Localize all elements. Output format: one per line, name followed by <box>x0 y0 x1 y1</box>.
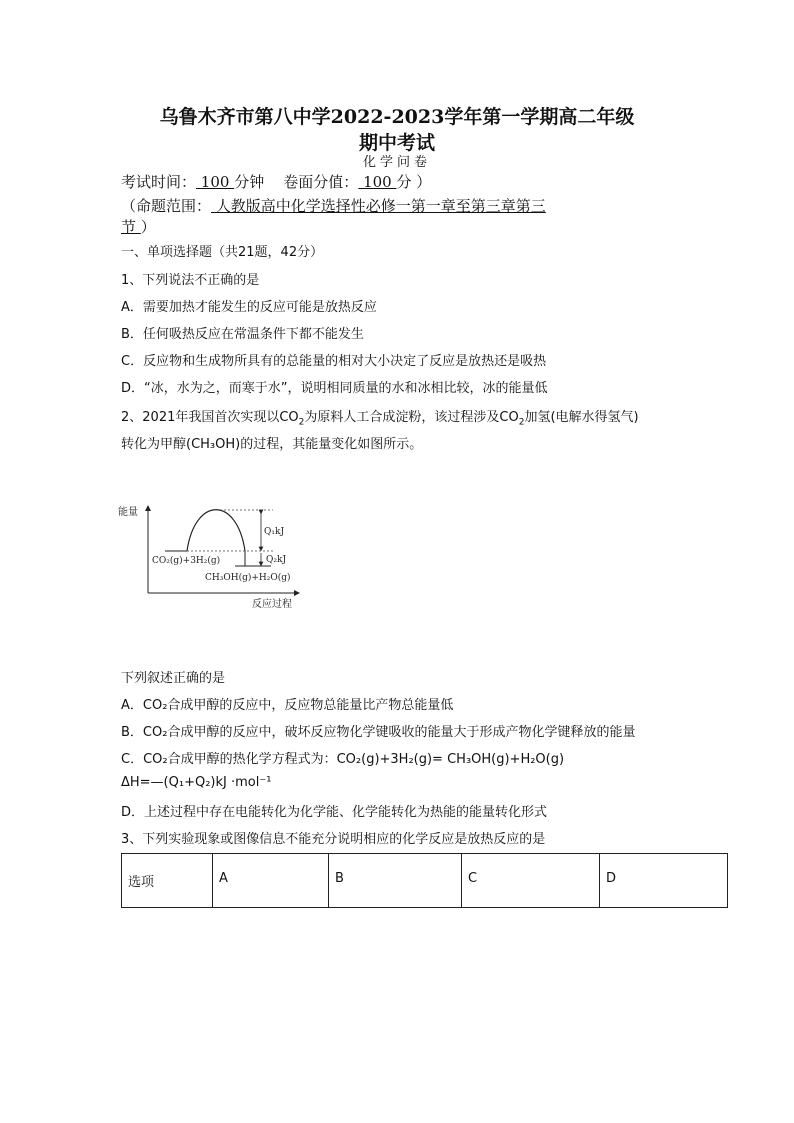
range-open: （命题范围： <box>121 197 212 215</box>
range-value-1: 人教版高中化学选择性必修一第一章至第三章第三 <box>211 197 546 215</box>
q1-option-c: C．反应物和生成物所具有的总能量的相对大小决定了反应是放热还是吸热 <box>121 354 547 369</box>
time-unit: 分钟 <box>234 173 265 191</box>
q2-option-a: A．CO₂合成甲醇的反应中，反应物总能量比产物总能量低 <box>121 698 454 713</box>
q2-label: Q₂kJ <box>266 555 287 565</box>
q2-option-c-delta-h: ΔH=—(Q₁+Q₂)kJ ·mol⁻¹ <box>121 775 272 790</box>
exam-time-score <box>121 171 431 192</box>
q2-prompt: 下列叙述正确的是 <box>121 671 226 686</box>
products-label: CH₃OH(g)+H₂O(g) <box>205 573 291 583</box>
score-unit: 分 ） <box>396 173 432 191</box>
table-header-cell: A <box>213 854 329 908</box>
table-header-cell: C <box>462 854 600 908</box>
y-axis-label: 能量 <box>118 507 138 518</box>
q2-stem-line2: 转化为甲醇(CH₃OH)的过程，其能量变化如图所示。 <box>121 437 423 452</box>
q2-stem-part2: 为原料人工合成淀粉，该过程涉及CO <box>304 410 519 425</box>
q3-options-table <box>121 853 728 908</box>
q2-stem-line1: 2、2021年我国首次实现以$CO_2$为原料人工合成淀粉，该过程涉及$CO_2$加氢(电解水得氢气) <box>121 410 639 428</box>
table-header-cell: 选项 <box>122 854 213 908</box>
q2-stem-part1: 2、2021年我国首次实现以CO <box>121 410 299 425</box>
exam-range-cont <box>121 216 156 237</box>
reactants-label: CO₂(g)+3H₂(g) <box>152 556 221 566</box>
time-label: 考试时间： <box>121 173 197 191</box>
q1-option-a: A．需要加热才能发生的反应可能是放热反应 <box>121 300 377 315</box>
time-value: 100 <box>196 173 235 191</box>
table-header-cell: B <box>329 854 462 908</box>
exam-range <box>121 195 546 216</box>
energy-diagram <box>115 500 305 615</box>
score-value: 100 <box>358 173 397 191</box>
q3-stem: 3、下列实验现象或图像信息不能充分说明相应的化学反应是放热反应的是 <box>121 832 546 847</box>
paper-subtitle: 化学问卷 <box>362 155 431 170</box>
q1-stem: 1、下列说法不正确的是 <box>121 273 260 288</box>
q1-label: Q₁kJ <box>264 527 285 537</box>
table-header-cell: D <box>600 854 728 908</box>
exam-title-line1: 乌鲁木齐市第八中学2022-2023学年第一学期高二年级 <box>159 106 635 128</box>
q2-stem-part3: 加氢(电解水得氢气) <box>524 410 639 425</box>
q2-option-c: C．CO₂合成甲醇的热化学方程式为：CO₂(g)+3H₂(g)= CH₃OH(g)+H₂O(g) <box>121 752 565 767</box>
energy-curve <box>187 510 245 551</box>
q2-option-b: B．CO₂合成甲醇的反应中，破坏反应物化学键吸收的能量大于形成产物化学键释放的能量 <box>121 725 636 740</box>
section-heading: 一、单项选择题（共21题，42分） <box>121 245 324 260</box>
q1-option-b: B．任何吸热反应在常温条件下都不能发生 <box>121 327 364 342</box>
score-label: 卷面分值： <box>283 173 359 191</box>
x-axis-label: 反应过程 <box>252 599 292 610</box>
exam-title-line2: 期中考试 <box>358 132 435 154</box>
table-row <box>122 854 728 908</box>
q2-option-d: D．上述过程中存在电能转化为化学能、化学能转化为热能的能量转化形式 <box>121 805 548 820</box>
q1-option-d: D．“冰，水为之，而寒于水”，说明相同质量的水和冰相比较，冰的能量低 <box>121 381 548 396</box>
range-value-2: 节 <box>121 218 141 236</box>
range-close: ） <box>140 218 156 236</box>
